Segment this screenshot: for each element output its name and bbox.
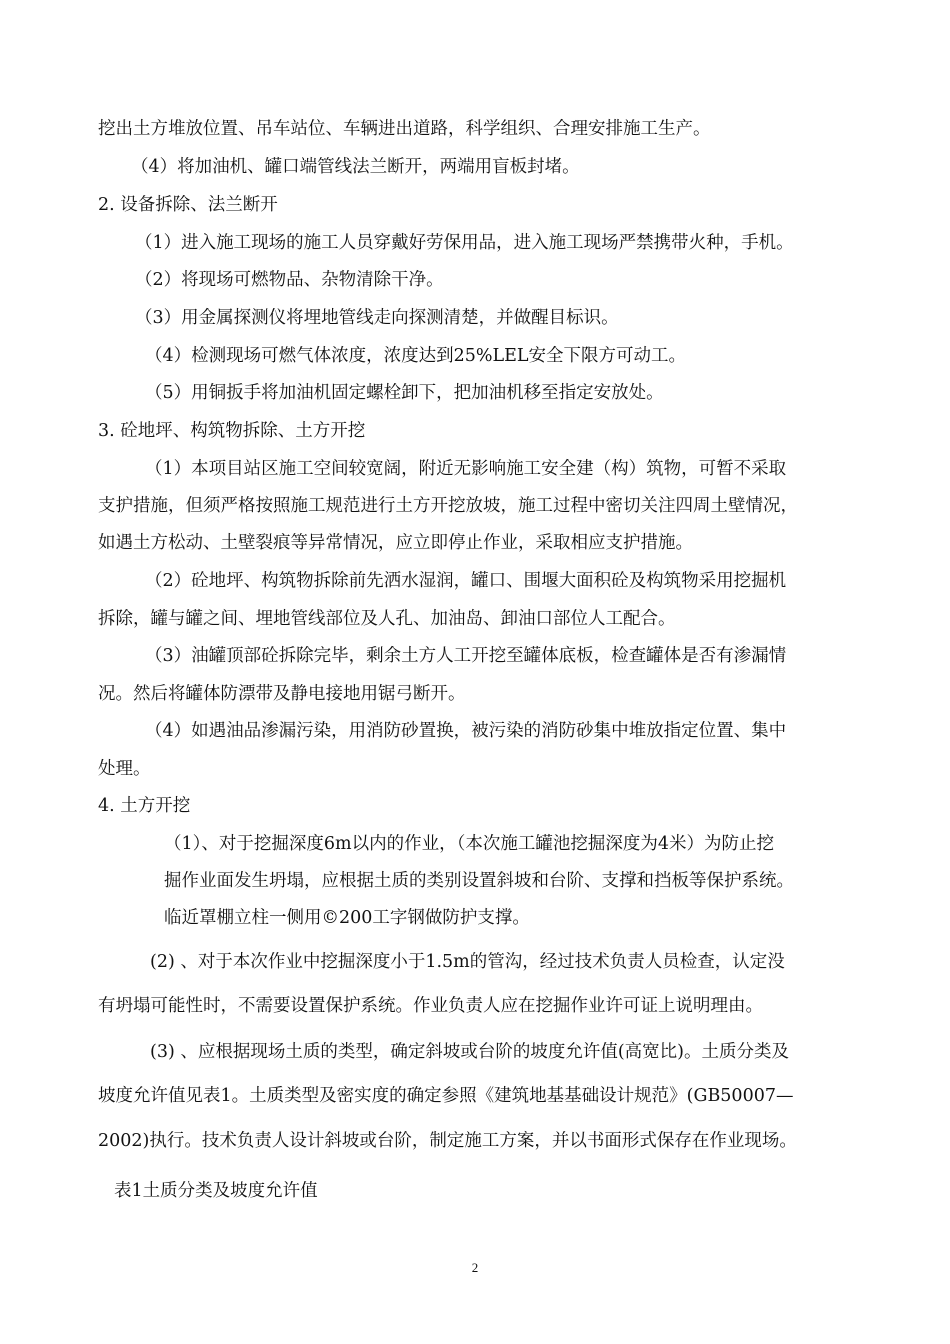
text-line: (2) 、对于本次作业中挖掘深度小于1.5m的管沟，经过技术负责人员检查，认定没 [150,952,785,972]
text-line: 临近罩棚立柱一侧用©200工字钢做防护支撑。 [164,908,530,928]
text-line: （4）如遇油品渗漏污染，用消防砂置换，被污染的消防砂集中堆放指定位置、集中 [145,721,787,741]
section-heading: 4. 土方开挖 [98,796,191,816]
text-line: （1）、对于挖掘深度6m以内的作业，（本次施工罐池挖掘深度为4米）为防止挖 [164,834,774,854]
text-line: 掘作业面发生坍塌，应根据土质的类别设置斜坡和台阶、支撑和挡板等保护系统。 [164,871,794,891]
text-line: 处理。 [98,759,151,779]
text-line: （4）检测现场可燃气体浓度，浓度达到25%LEL安全下限方可动工。 [145,346,687,366]
text-line: 如遇土方松动、土壁裂痕等异常情况，应立即停止作业，采取相应支护措施。 [98,533,693,553]
text-line: （1）进入施工现场的施工人员穿戴好劳保用品，进入施工现场严禁携带火种，手机。 [135,233,794,253]
text-line: （3）用金属探测仪将埋地管线走向探测清楚，并做醒目标识。 [135,308,619,328]
section-heading: 2. 设备拆除、法兰断开 [98,195,278,215]
text-line: 况。然后将罐体防漂带及静电接地用锯弓断开。 [98,684,466,704]
text-line: 挖出土方堆放位置、吊车站位、车辆进出道路，科学组织、合理安排施工生产。 [98,119,711,139]
text-line: 坡度允许值见表1。土质类型及密实度的确定参照《建筑地基基础设计规范》(GB50007— [98,1086,794,1106]
text-line: 支护措施，但须严格按照施工规范进行土方开挖放坡，施工过程中密切关注四周土壁情况， [98,496,798,516]
text-line: （4）将加油机、罐口端管线法兰断开，两端用盲板封堵。 [131,157,580,177]
page-number: 2 [471,1260,479,1275]
text-line: （1）本项目站区施工空间较宽阔，附近无影响施工安全建（构）筑物，可暂不采取 [145,459,787,479]
text-line: （5）用铜扳手将加油机固定螺栓卸下，把加油机移至指定安放处。 [145,383,664,403]
text-line: （3）油罐顶部砼拆除完毕，剩余土方人工开挖至罐体底板，检查罐体是否有渗漏情 [145,646,787,666]
text-line: （2）砼地坪、构筑物拆除前先洒水湿润，罐口、围堰大面积砼及构筑物采用挖掘机 [145,571,787,591]
table-caption: 表1土质分类及坡度允许值 [114,1181,318,1201]
text-line: 2002)执行。技术负责人设计斜坡或台阶，制定施工方案，并以书面形式保存在作业现场。 [98,1131,797,1151]
section-heading: 3. 砼地坪、构筑物拆除、土方开挖 [98,421,366,441]
text-line: 拆除，罐与罐之间、埋地管线部位及人孔、加油岛、卸油口部位人工配合。 [98,609,676,629]
text-line: 有坍塌可能性时，不需要设置保护系统。作业负责人应在挖掘作业许可证上说明理由。 [98,996,763,1016]
text-line: (3) 、应根据现场土质的类型，确定斜坡或台阶的坡度允许值(高宽比)。土质分类及 [150,1042,790,1062]
text-line: （2）将现场可燃物品、杂物清除干净。 [135,270,444,290]
